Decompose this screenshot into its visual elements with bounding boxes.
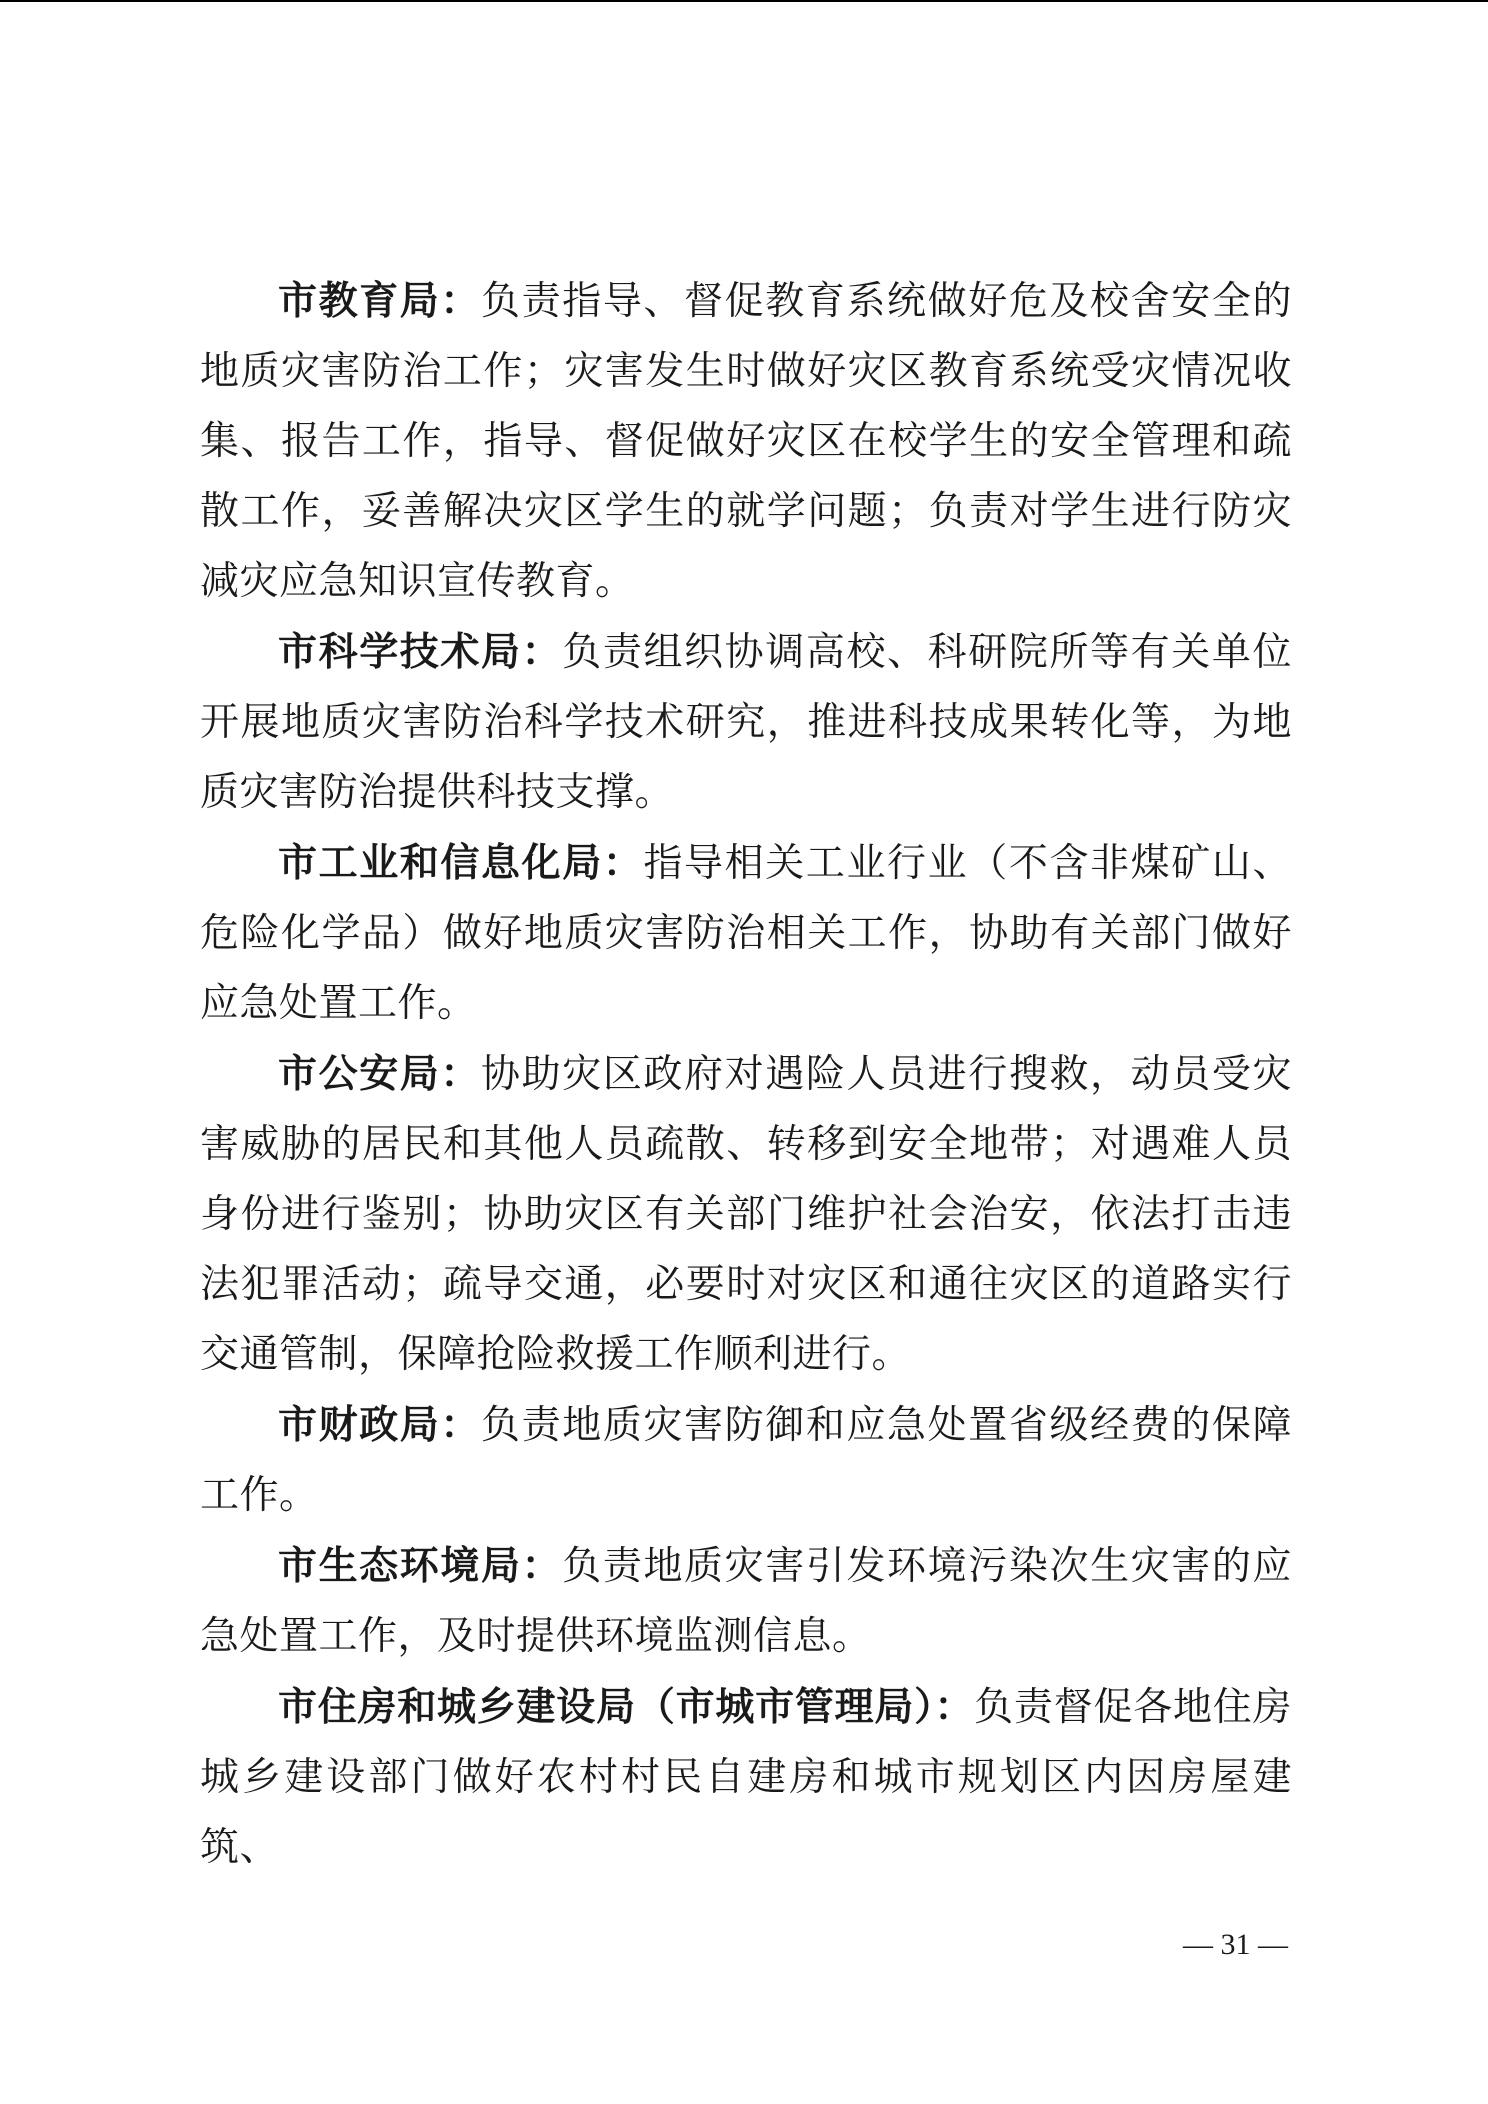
page-number: — 31 — [1183, 1928, 1288, 1961]
department-name: 市科学技术局： [278, 629, 563, 675]
paragraph-ecology-environment [200, 1531, 1292, 1672]
top-border [0, 0, 1488, 2]
paragraph-text: 负责组织协调高校、科研院所等有关单位开展地质灾害防治科学技术研究，推进科技成果转化等，为地质灾害防治提供科技支撑。 [200, 630, 1292, 815]
document-body [200, 266, 1292, 1883]
paragraph-housing-construction [200, 1672, 1292, 1883]
department-name: 市工业和信息化局： [278, 840, 644, 886]
paragraph-text: 负责地质灾害防御和应急处置省级经费的保障工作。 [200, 1403, 1292, 1518]
department-name: 市公安局： [278, 1051, 482, 1097]
department-name: 市教育局： [278, 278, 482, 324]
paragraph-text: 负责督促各地住房城乡建设部门做好农村村民自建房和城市规划区内因房屋建筑、 [200, 1685, 1292, 1870]
paragraph-finance [200, 1390, 1292, 1531]
department-name: 市住房和城乡建设局（市城市管理局）： [278, 1684, 975, 1730]
paragraph-industry-it [200, 828, 1292, 1039]
paragraph-text: 指导相关工业行业（不含非煤矿山、危险化学品）做好地质灾害防治相关工作，协助有关部门做好应急处置工作。 [200, 841, 1292, 1026]
paragraph-science-technology [200, 617, 1292, 828]
paragraph-education [200, 266, 1292, 617]
department-name: 市财政局： [278, 1402, 482, 1448]
paragraph-text: 协助灾区政府对遇险人员进行搜救，动员受灾害威胁的居民和其他人员疏散、转移到安全地带；对遇难人员身份进行鉴别；协助灾区有关部门维护社会治安，依法打击违法犯罪活动；疏导交通，必要时对灾区和通往灾区的道路实行交通管制，保障抢险救援工作顺利进行。 [200, 1052, 1292, 1377]
paragraph-text: 负责地质灾害引发环境污染次生灾害的应急处置工作，及时提供环境监测信息。 [200, 1544, 1292, 1659]
paragraph-text: 负责指导、督促教育系统做好危及校舍安全的地质灾害防治工作；灾害发生时做好灾区教育系统受灾情况收集、报告工作，指导、督促做好灾区在校学生的安全管理和疏散工作，妥善解决灾区学生的就学问题；负责对学生进行防灾减灾应急知识宣传教育。 [200, 279, 1292, 604]
department-name: 市生态环境局： [278, 1543, 563, 1589]
paragraph-public-security [200, 1039, 1292, 1390]
